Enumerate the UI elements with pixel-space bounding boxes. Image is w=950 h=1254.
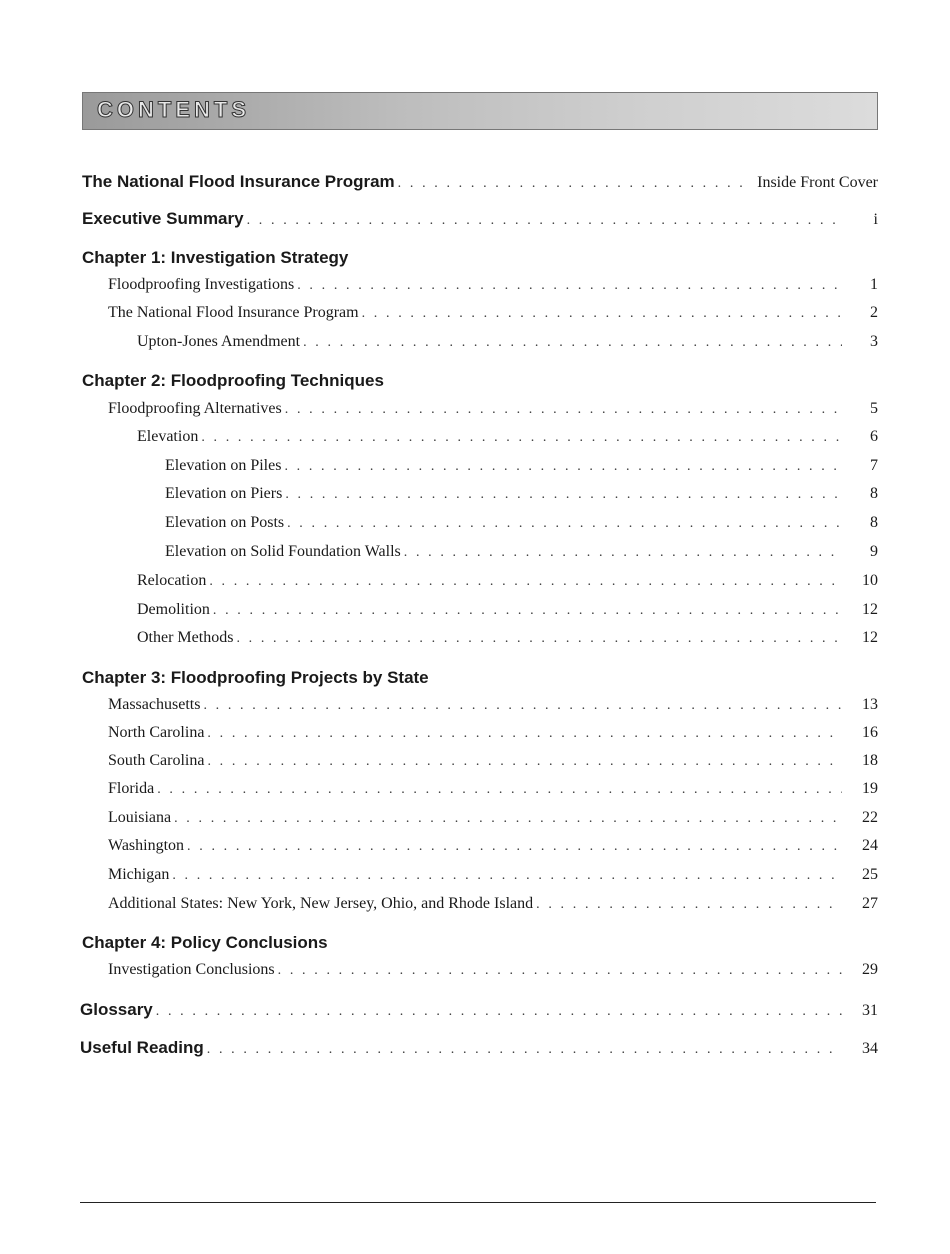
- leader-dots: [187, 839, 842, 855]
- chapter-4-heading[interactable]: Chapter 4: Policy Conclusions: [82, 933, 328, 952]
- page-number: 24: [862, 837, 878, 854]
- leader-dots: [156, 1004, 842, 1020]
- entry-title: Relocation: [137, 572, 207, 589]
- chapter-2-heading[interactable]: Chapter 2: Floodproofing Techniques: [82, 371, 384, 390]
- leader-dots: [362, 306, 842, 322]
- toc-entry-other-methods[interactable]: [0, 629, 878, 651]
- entry-title: Massachusetts: [108, 696, 201, 713]
- toc-entry-michigan[interactable]: [0, 866, 878, 888]
- entry-title: Florida: [108, 780, 155, 797]
- page-number: 8: [870, 514, 878, 531]
- chapter-3-heading[interactable]: Chapter 3: Floodproofing Projects by State: [82, 668, 429, 687]
- page-number: 16: [862, 724, 878, 741]
- page-number: 1: [870, 276, 878, 293]
- toc-entry-investigation-conclusions[interactable]: [0, 961, 878, 983]
- entry-title: Louisiana: [108, 809, 172, 826]
- leader-dots: [404, 545, 842, 561]
- toc-entry-relocation[interactable]: [0, 572, 878, 594]
- leader-dots: [207, 754, 842, 770]
- page-number: 22: [862, 809, 878, 826]
- leader-dots: [284, 459, 842, 475]
- entry-title: Additional States: New York, New Jersey, Ohio, and Rhode Island: [108, 895, 534, 912]
- toc-entry-nfip-2[interactable]: [0, 304, 878, 326]
- page-number: 29: [862, 961, 878, 978]
- entry-title: Elevation: [137, 428, 199, 445]
- page-number: 27: [862, 895, 878, 912]
- entry-title: Glossary: [80, 1000, 153, 1019]
- page-number: 7: [870, 457, 878, 474]
- toc-entry-upton-jones[interactable]: [0, 333, 878, 355]
- page-number: 6: [870, 428, 878, 445]
- leader-dots: [157, 782, 842, 798]
- entry-title: Upton-Jones Amendment: [137, 333, 301, 350]
- toc-entry-additional-states[interactable]: [0, 895, 878, 917]
- entry-title: Executive Summary: [82, 209, 244, 228]
- footer-rule: [80, 1202, 876, 1203]
- entry-title: Useful Reading: [80, 1038, 204, 1057]
- entry-title: South Carolina: [108, 752, 205, 769]
- toc-entry-washington[interactable]: [0, 837, 878, 859]
- toc-entry-elevation-walls[interactable]: [0, 543, 878, 565]
- entry-title: Floodproofing Investigations: [108, 276, 295, 293]
- toc-entry-floodproofing-investigations[interactable]: [0, 276, 878, 298]
- toc-entry-useful-reading[interactable]: [0, 1038, 878, 1060]
- entry-title: Elevation on Piles: [165, 457, 282, 474]
- page-number: 18: [862, 752, 878, 769]
- chapter-1-heading[interactable]: Chapter 1: Investigation Strategy: [82, 248, 349, 267]
- leader-dots: [285, 487, 842, 503]
- page-number: 12: [862, 629, 878, 646]
- toc-entry-elevation-posts[interactable]: [0, 514, 878, 536]
- leader-dots: [398, 176, 749, 192]
- toc-entry-massachusetts[interactable]: [0, 696, 878, 718]
- leader-dots: [203, 698, 842, 714]
- toc-entry-elevation-piles[interactable]: [0, 457, 878, 479]
- contents-banner: [82, 92, 878, 130]
- leader-dots: [536, 897, 842, 913]
- page-number: 12: [862, 601, 878, 618]
- leader-dots: [247, 213, 842, 229]
- page-number: i: [873, 211, 878, 228]
- banner-title: CONTENTS: [97, 97, 250, 122]
- leader-dots: [303, 335, 842, 351]
- leader-dots: [213, 603, 842, 619]
- toc-entry-louisiana[interactable]: [0, 809, 878, 831]
- page-number: 31: [862, 1002, 878, 1019]
- entry-title: North Carolina: [108, 724, 205, 741]
- toc-entry-demolition[interactable]: [0, 601, 878, 623]
- entry-title: The National Flood Insurance Program: [82, 172, 395, 191]
- entry-title: Michigan: [108, 866, 170, 883]
- toc-entry-south-carolina[interactable]: [0, 752, 878, 774]
- leader-dots: [201, 430, 842, 446]
- leader-dots: [207, 726, 842, 742]
- leader-dots: [285, 402, 842, 418]
- page-number: 10: [862, 572, 878, 589]
- entry-title: Washington: [108, 837, 185, 854]
- page-number: 5: [870, 400, 878, 417]
- leader-dots: [174, 811, 842, 827]
- leader-dots: [287, 516, 842, 532]
- entry-title: Elevation on Solid Foundation Walls: [165, 543, 401, 560]
- page-number: Inside Front Cover: [757, 174, 878, 191]
- toc-entry-glossary[interactable]: [0, 1000, 878, 1022]
- leader-dots: [236, 631, 842, 647]
- entry-title: Floodproofing Alternatives: [108, 400, 282, 417]
- toc-entry-north-carolina[interactable]: [0, 724, 878, 746]
- leader-dots: [209, 574, 842, 590]
- page-number: 34: [862, 1040, 878, 1057]
- page-number: 3: [870, 333, 878, 350]
- entry-title: Elevation on Posts: [165, 514, 285, 531]
- entry-title: Elevation on Piers: [165, 485, 283, 502]
- toc-entry-nfip[interactable]: [0, 172, 878, 194]
- toc-entry-floodproofing-alternatives[interactable]: [0, 400, 878, 422]
- entry-title: The National Flood Insurance Program: [108, 304, 359, 321]
- leader-dots: [172, 868, 842, 884]
- leader-dots: [207, 1042, 842, 1058]
- leader-dots: [278, 963, 842, 979]
- toc-entry-florida[interactable]: [0, 780, 878, 802]
- leader-dots: [297, 278, 842, 294]
- page-number: 9: [870, 543, 878, 560]
- page-number: 13: [862, 696, 878, 713]
- toc-entry-elevation-piers[interactable]: [0, 485, 878, 507]
- entry-title: Demolition: [137, 601, 210, 618]
- page-number: 19: [862, 780, 878, 797]
- entry-title: Investigation Conclusions: [108, 961, 275, 978]
- page-number: 2: [870, 304, 878, 321]
- page-number: 25: [862, 866, 878, 883]
- entry-title: Other Methods: [137, 629, 234, 646]
- toc-entry-elevation[interactable]: [0, 428, 878, 450]
- toc-entry-executive-summary[interactable]: [0, 209, 878, 231]
- page-number: 8: [870, 485, 878, 502]
